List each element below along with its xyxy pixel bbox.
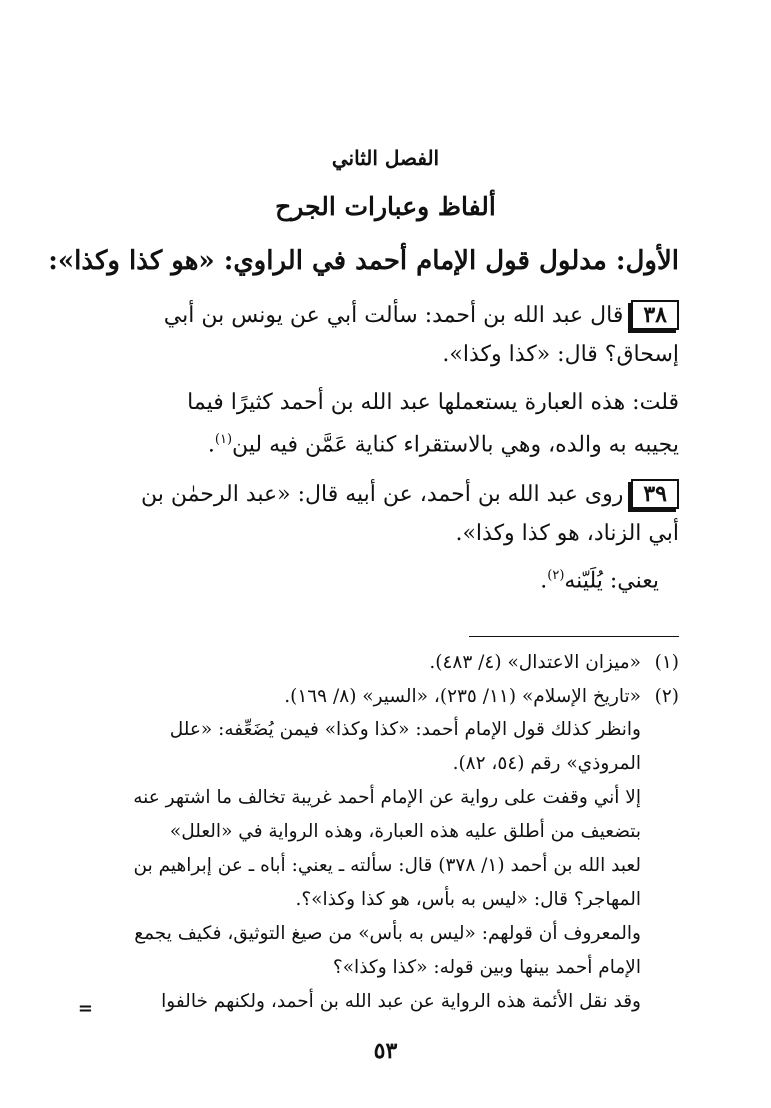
comment-line-1: قلت: هذه العبارة يستعملها عبد الله بن أحمد كثيرًا فيما	[187, 390, 679, 415]
footnote-2-line: وانظر كذلك قول الإمام أحمد: «كذا وكذا» فيمن يُضَعِّفه: «علل	[169, 719, 641, 740]
footnote-2-number: (٢)	[654, 686, 679, 707]
meaning-text: يعني: يُلَيّنه	[564, 568, 659, 594]
footnote-2-line: وقد نقل الأئمة هذه الرواية عن عبد الله بن أحمد، ولكنهم خالفوا	[161, 991, 641, 1012]
meaning-line	[540, 568, 659, 593]
entry-39-line-2: أبي الزناد، هو كذا وكذا».	[455, 521, 679, 546]
comment-text: يجيبه به والده، وهي بالاستقراء كناية عَمَّن فيه لين	[232, 432, 679, 458]
footnote-ref-1: (١)	[214, 432, 233, 447]
footnote-2-line: والمعروف أن قولهم: «ليس به بأس» من صيغ التوثيق، فكيف يجمع	[134, 923, 641, 944]
section-title: ألفاظ وعبارات الجرح	[275, 192, 496, 221]
entry-number-box: ٣٨	[631, 300, 679, 330]
footnote-1-text: «ميزان الاعتدال» (٤/ ٤٨٣).	[429, 652, 641, 673]
subsection-heading: الأول: مدلول قول الإمام أحمد في الراوي: «هو كذا وكذا»:	[48, 246, 679, 276]
footnote-2-line: بتضعيف من أطلق عليه هذه العبارة، وهذه الرواية في «العلل»	[169, 821, 641, 842]
footnote-2-line: المروذي» رقم (٥٤، ٨٢).	[452, 753, 641, 774]
comment-line-2	[208, 432, 679, 457]
entry-38-text: قال عبد الله بن أحمد: سألت أبي عن يونس بن أبي	[163, 303, 624, 328]
footnote-2-line: لعبد الله بن أحمد (١/ ٣٧٨) قال: سألته ـ يعني: أباه ـ عن إبراهيم بن	[133, 855, 641, 876]
footnote-2-line: المهاجر؟ قال: «ليس به بأس، هو كذا وكذا»؟.	[295, 889, 641, 910]
page-number: ٥٣	[373, 1038, 398, 1064]
footnote-divider	[469, 636, 679, 637]
entry-number-box: ٣٩	[631, 479, 679, 509]
entry-39-text: روى عبد الله بن أحمد، عن أبيه قال: «عبد الرحمٰن بن	[140, 482, 624, 507]
footnote-2-line: إلا أني وقفت على رواية عن الإمام أحمد غريبة تخالف ما اشتهر عنه	[133, 787, 641, 808]
footnote-2-text: «تاريخ الإسلام» (١١/ ٢٣٥)، «السير» (٨/ ١٦٩).	[284, 686, 641, 707]
comment-period: .	[207, 432, 215, 458]
entry-39-line-1	[141, 479, 679, 509]
footnote-ref-2: (٢)	[547, 568, 565, 583]
entry-38-line-2: إسحاق؟ قال: «كذا وكذا».	[442, 342, 679, 367]
footnote-1-number: (١)	[654, 652, 679, 673]
meaning-period: .	[540, 568, 548, 594]
chapter-title: الفصل الثاني	[331, 146, 440, 170]
entry-38-line-1	[164, 300, 679, 330]
footnote-2-line: الإمام أحمد بينها وبين قوله: «كذا وكذا»؟	[332, 957, 641, 978]
continued-mark: =	[77, 998, 93, 1019]
